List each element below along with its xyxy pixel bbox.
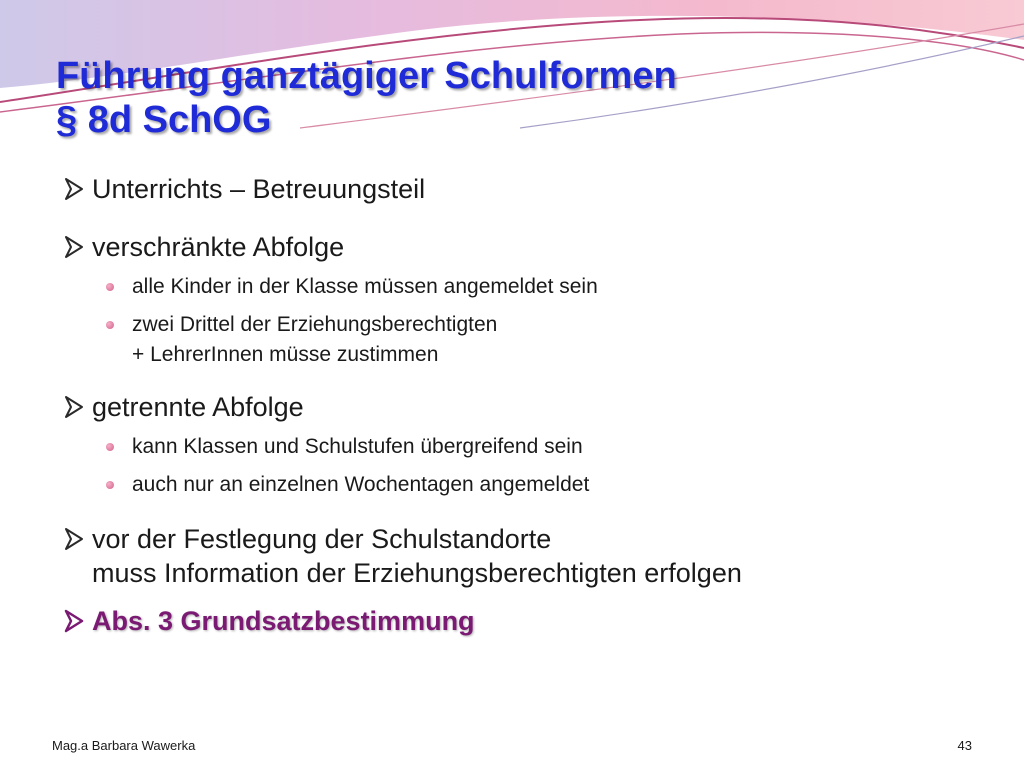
bullet-text: Abs. 3 Grundsatzbestimmung (92, 606, 475, 636)
sub-bullet-text: alle Kinder in der Klasse müssen angemeldet sein (132, 275, 598, 298)
bullet-item (60, 522, 980, 590)
sub-bullet-text: + LehrerInnen müsse zustimmen (132, 343, 439, 366)
arrow-bullet-icon (62, 526, 86, 552)
dot-bullet-icon (106, 283, 114, 291)
bullet-item (60, 390, 980, 424)
sub-bullet-item (60, 310, 980, 370)
bullet-item (60, 172, 980, 206)
bullet-text: getrennte Abfolge (92, 392, 304, 422)
sub-bullet-text: kann Klassen und Schulstufen übergreifend sein (132, 435, 583, 458)
page-number: 43 (957, 738, 972, 753)
bullet-item (60, 230, 980, 264)
arrow-bullet-icon (62, 176, 86, 202)
dot-bullet-icon (106, 443, 114, 451)
slide-title-line: Führung ganztägiger Schulformen (56, 55, 677, 97)
sub-bullet-item (60, 432, 980, 462)
bullet-text: vor der Festlegung der Schulstandorte (92, 524, 552, 554)
dot-bullet-icon (106, 481, 114, 489)
slide-title-line: § 8d SchOG (56, 99, 272, 141)
bullet-text: Unterrichts – Betreuungsteil (92, 174, 426, 204)
bullet-text: verschränkte Abfolge (92, 232, 345, 262)
sub-bullet-text: zwei Drittel der Erziehungsberechtigten (132, 313, 498, 336)
sub-bullet-item (60, 272, 980, 302)
arrow-bullet-icon (62, 608, 86, 634)
slide-title (56, 54, 677, 142)
bullet-text: muss Information der Erziehungsberechtigten erfolgen (92, 558, 742, 588)
bullet-list (60, 172, 980, 638)
sub-bullet-item (60, 470, 980, 500)
sub-bullet-text: auch nur an einzelnen Wochentagen angemeldet (132, 473, 590, 496)
dot-bullet-icon (106, 321, 114, 329)
arrow-bullet-icon (62, 394, 86, 420)
arrow-bullet-icon (62, 234, 86, 260)
footer-author: Mag.a Barbara Wawerka (52, 738, 196, 753)
bullet-item-highlight (60, 604, 980, 638)
